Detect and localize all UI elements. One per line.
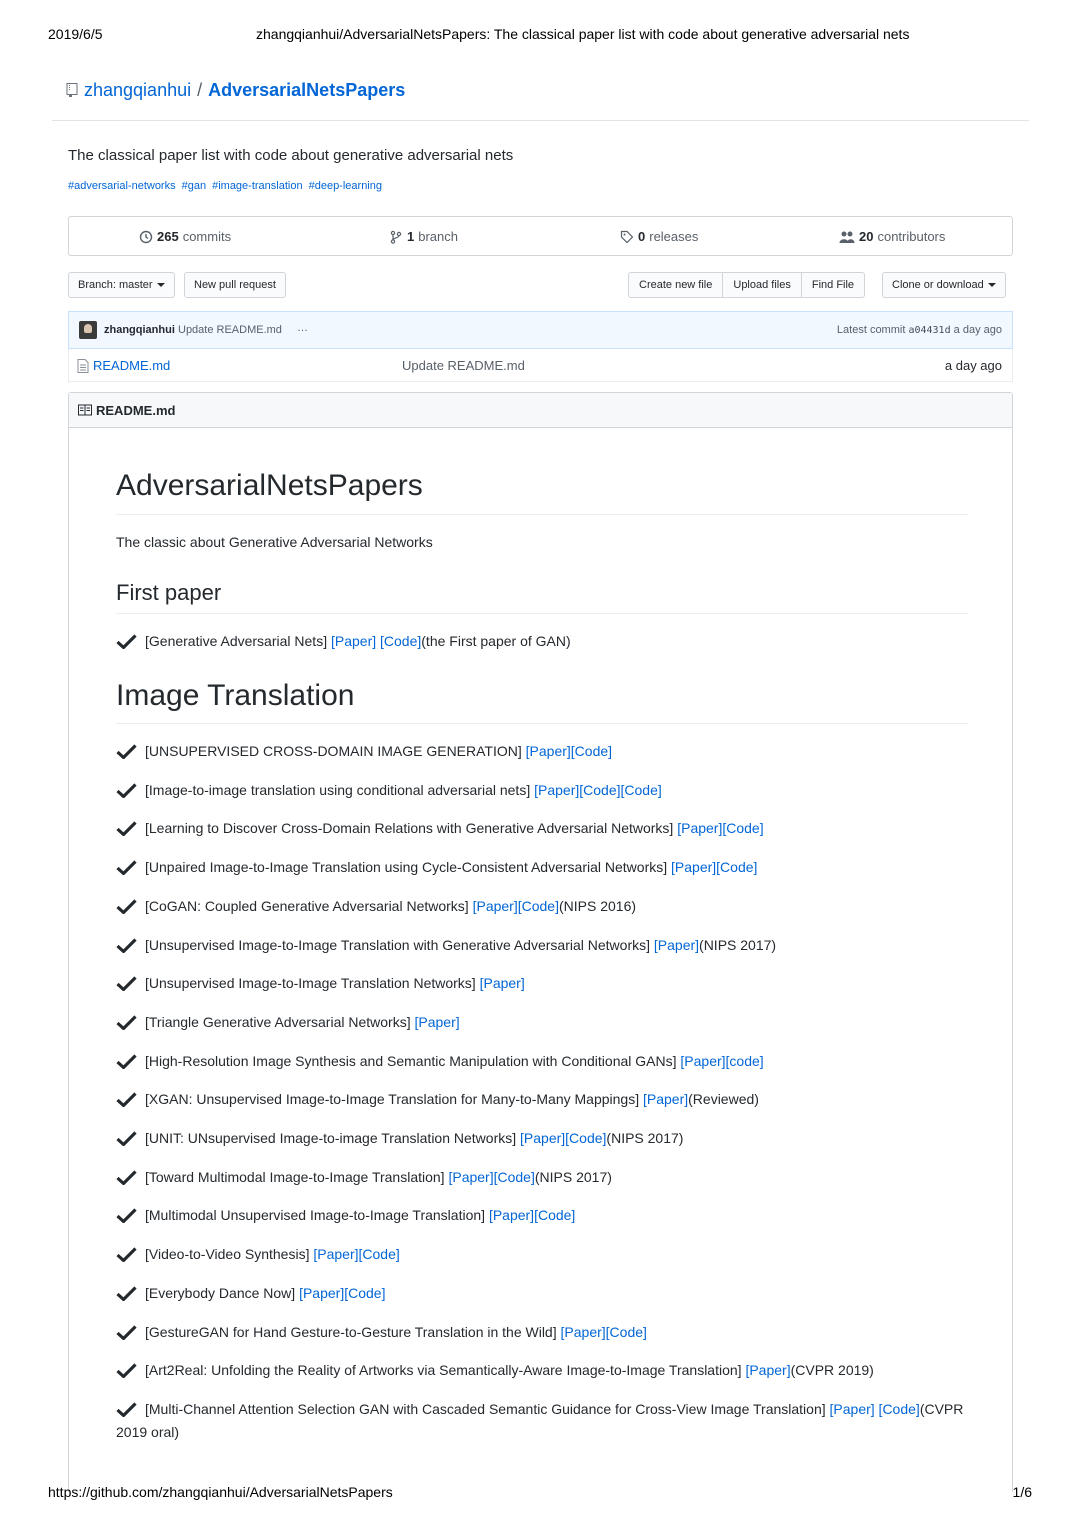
check-icon: [116, 1325, 137, 1340]
item-links[interactable]: [Paper]: [643, 1091, 689, 1107]
releases-label: releases: [649, 229, 699, 244]
list-item: [116, 1050, 968, 1073]
list-item: [116, 895, 968, 918]
commit-expand-ellipsis[interactable]: …: [297, 322, 308, 334]
item-links[interactable]: [Paper] [Code]: [829, 1401, 920, 1417]
list-item: [116, 1282, 968, 1305]
file-age: a day ago: [944, 358, 1002, 373]
check-icon: [116, 1131, 137, 1146]
item-title: [Image-to-image translation using conditional adversarial nets]: [145, 782, 531, 798]
h1-rule: [116, 723, 968, 724]
repo-separator: /: [197, 79, 203, 100]
readme-panel: [68, 392, 1013, 1492]
list-item: [116, 630, 968, 653]
item-links[interactable]: [Paper][Code]: [560, 1324, 647, 1340]
clone-download-button[interactable]: [882, 272, 1006, 298]
item-suffix: (NIPS 2017): [699, 937, 777, 953]
commit-message-link[interactable]: Update README.md: [178, 324, 282, 336]
item-suffix: (the First paper of GAN): [421, 633, 571, 649]
check-icon: [116, 634, 137, 649]
list-item: [116, 1398, 968, 1444]
item-suffix: (NIPS 2016): [558, 898, 637, 914]
item-title: [CoGAN: Coupled Generative Adversarial Networks]: [145, 898, 469, 914]
readme-header: [69, 393, 1012, 428]
check-icon: [116, 783, 137, 798]
commit-age: a day ago: [953, 324, 1002, 336]
item-links[interactable]: [Paper][Code]: [488, 1207, 576, 1223]
check-icon: [116, 899, 137, 914]
item-title: [Everybody Dance Now]: [145, 1285, 296, 1301]
repo-header: [66, 78, 405, 102]
h2-rule: [116, 613, 968, 614]
branches-count: 1: [407, 229, 415, 244]
item-suffix: (NIPS 2017): [606, 1130, 684, 1146]
list-item: [116, 1088, 968, 1111]
list-item: [116, 1011, 968, 1034]
item-title: [UNSUPERVISED CROSS-DOMAIN IMAGE GENERATION]: [145, 743, 522, 759]
file-row: [68, 349, 1013, 382]
item-title: [Triangle Generative Adversarial Networks]: [145, 1014, 411, 1030]
item-links[interactable]: [Paper][Code]: [313, 1246, 400, 1262]
branches-stat[interactable]: [389, 229, 458, 244]
list-item: [116, 1359, 968, 1382]
section-heading: Image Translation: [116, 679, 355, 712]
item-suffix: (CVPR 2019): [790, 1362, 874, 1378]
item-suffix: (CVPR 2019 oral): [116, 1401, 964, 1440]
item-title: [GestureGAN for Hand Gesture-to-Gesture Translation in the Wild]: [145, 1324, 557, 1340]
branch-select-label: Branch: master: [78, 279, 153, 291]
topic-tag[interactable]: #adversarial-networks: [68, 180, 176, 192]
branch-icon: [389, 230, 403, 244]
releases-count: 0: [638, 229, 646, 244]
commit-sha-link[interactable]: a04431d: [908, 325, 951, 336]
list-item: [116, 740, 968, 763]
clone-download-label: Clone or download: [892, 279, 984, 291]
item-links[interactable]: [Paper][Code]: [448, 1169, 535, 1185]
item-suffix: (Reviewed): [688, 1091, 759, 1107]
commits-stat[interactable]: [139, 229, 231, 244]
topic-tag[interactable]: #deep-learning: [308, 180, 382, 192]
book-icon: [78, 403, 92, 417]
item-title: [Generative Adversarial Nets]: [145, 633, 328, 649]
repo-summary-bar: [68, 216, 1013, 256]
branch-select-button[interactable]: [68, 272, 175, 298]
item-links[interactable]: [Paper][Code]: [472, 898, 559, 914]
history-icon: [139, 230, 153, 244]
tag-icon: [620, 230, 634, 244]
item-links[interactable]: [Paper][Code]: [525, 743, 613, 759]
repo-owner-link[interactable]: zhangqianhui: [84, 79, 192, 100]
repo-name-link[interactable]: AdversarialNetsPapers: [208, 79, 406, 100]
contributors-stat[interactable]: [839, 229, 945, 244]
upload-files-button[interactable]: Upload files: [722, 273, 800, 297]
check-icon: [116, 1170, 137, 1185]
item-links[interactable]: [Paper][Code]: [671, 859, 758, 875]
people-icon: [839, 230, 855, 244]
h1-rule: [116, 514, 968, 515]
item-links[interactable]: [Paper][Code][Code]: [534, 782, 662, 798]
file-name-link[interactable]: README.md: [93, 358, 171, 373]
item-title: [Art2Real: Unfolding the Reality of Artworks via Semantically-Aware Image-to-Image Translation]: [145, 1362, 742, 1378]
item-title: [Learning to Discover Cross-Domain Relations with Generative Adversarial Networks]: [145, 820, 674, 836]
new-pull-request-button[interactable]: [184, 272, 286, 298]
item-title: [Unpaired Image-to-Image Translation using Cycle-Consistent Adversarial Networks]: [145, 859, 668, 875]
list-item: [116, 1166, 968, 1189]
topic-tag[interactable]: #gan: [181, 180, 207, 192]
check-icon: [116, 860, 137, 875]
item-links[interactable]: [Paper]: [653, 937, 700, 953]
list-item: [116, 817, 968, 840]
check-icon: [116, 1402, 137, 1417]
list-item: [116, 1243, 968, 1266]
item-title: [Video-to-Video Synthesis]: [145, 1246, 310, 1262]
list-item: [116, 1321, 968, 1344]
caret-down-icon: [157, 283, 165, 287]
check-icon: [116, 1363, 137, 1378]
commit-author-link[interactable]: zhangqianhui: [104, 324, 175, 336]
check-icon: [116, 938, 137, 953]
item-title: [Unsupervised Image-to-Image Translation Networks]: [145, 975, 476, 991]
check-icon: [116, 744, 137, 759]
find-file-button[interactable]: Find File: [801, 273, 864, 297]
list-item: [116, 856, 968, 879]
check-icon: [116, 1208, 137, 1223]
item-title: [Multimodal Unsupervised Image-to-Image Translation]: [145, 1207, 486, 1223]
item-links[interactable]: [Paper][Code]: [520, 1130, 607, 1146]
list-item: [116, 934, 968, 957]
print-date: 2019/6/5: [48, 26, 103, 42]
item-suffix: (NIPS 2017): [534, 1169, 612, 1185]
branches-label: branch: [418, 229, 458, 244]
list-item: [116, 779, 968, 802]
item-title: [XGAN: Unsupervised Image-to-Image Translation for Many-to-Many Mappings]: [145, 1091, 640, 1107]
new-pull-request-label: New pull request: [194, 279, 276, 291]
list-item: [116, 1204, 968, 1227]
repo-description: The classical paper list with code about generative adversarial nets: [68, 147, 514, 164]
print-title: zhangqianhui/AdversarialNetsPapers: The classical paper list with code about generative adversarial nets: [256, 26, 910, 42]
readme-intro: The classic about Generative Adversarial Networks: [116, 534, 433, 550]
file-commit-message[interactable]: Update README.md: [402, 358, 525, 373]
item-title: [Toward Multimodal Image-to-Image Translation]: [145, 1169, 445, 1185]
file-actions-group: [628, 272, 865, 298]
check-icon: [116, 1092, 137, 1107]
repo-icon: [66, 83, 78, 97]
item-title: [Multi-Channel Attention Selection GAN with Cascaded Semantic Guidance for Cross-View Image Translation]: [145, 1401, 826, 1417]
check-icon: [116, 1015, 137, 1030]
check-icon: [116, 821, 137, 836]
topic-tag[interactable]: #image-translation: [212, 180, 303, 192]
check-icon: [116, 1247, 137, 1262]
readme-h1: AdversarialNetsPapers: [116, 469, 423, 502]
list-item: [116, 1127, 968, 1150]
item-links[interactable]: [Paper][Code]: [677, 820, 764, 836]
print-footer: [48, 1484, 1032, 1504]
create-new-file-button[interactable]: Create new file: [639, 279, 713, 291]
item-links[interactable]: [Paper]: [479, 975, 525, 991]
item-title: [UNIT: UNsupervised Image-to-image Translation Networks]: [145, 1130, 517, 1146]
commits-label: commits: [182, 229, 232, 244]
item-links[interactable]: [Paper][code]: [680, 1053, 764, 1069]
header-divider: [52, 120, 1029, 121]
first-paper-heading: First paper: [116, 580, 222, 605]
caret-down-icon: [988, 283, 996, 287]
releases-stat[interactable]: [620, 229, 698, 244]
latest-commit-info: [837, 324, 1002, 336]
avatar[interactable]: [79, 321, 97, 339]
topic-list: [68, 180, 382, 192]
item-links[interactable]: [Paper] [Code]: [330, 633, 422, 649]
item-title: [Unsupervised Image-to-Image Translation with Generative Adversarial Networks]: [145, 937, 650, 953]
check-icon: [116, 1286, 137, 1301]
contributors-count: 20: [859, 229, 874, 244]
file-name-cell: [77, 358, 170, 373]
list-item: [116, 972, 968, 995]
print-header: [48, 26, 1032, 46]
item-links[interactable]: [Paper]: [745, 1362, 791, 1378]
latest-commit-label: Latest commit: [836, 324, 906, 336]
check-icon: [116, 1054, 137, 1069]
print-url: https://github.com/zhangqianhui/AdversarialNetsPapers: [48, 1484, 393, 1500]
file-icon: [77, 359, 89, 373]
item-title: [High-Resolution Image Synthesis and Semantic Manipulation with Conditional GANs]: [145, 1053, 677, 1069]
contributors-label: contributors: [877, 229, 946, 244]
print-page-number: 1/6: [1012, 1484, 1032, 1500]
item-links[interactable]: [Paper]: [414, 1014, 460, 1030]
readme-title: README.md: [96, 402, 176, 418]
commits-count: 265: [157, 229, 179, 244]
latest-commit-bar: [68, 311, 1013, 349]
item-links[interactable]: [Paper][Code]: [299, 1285, 386, 1301]
check-icon: [116, 976, 137, 991]
